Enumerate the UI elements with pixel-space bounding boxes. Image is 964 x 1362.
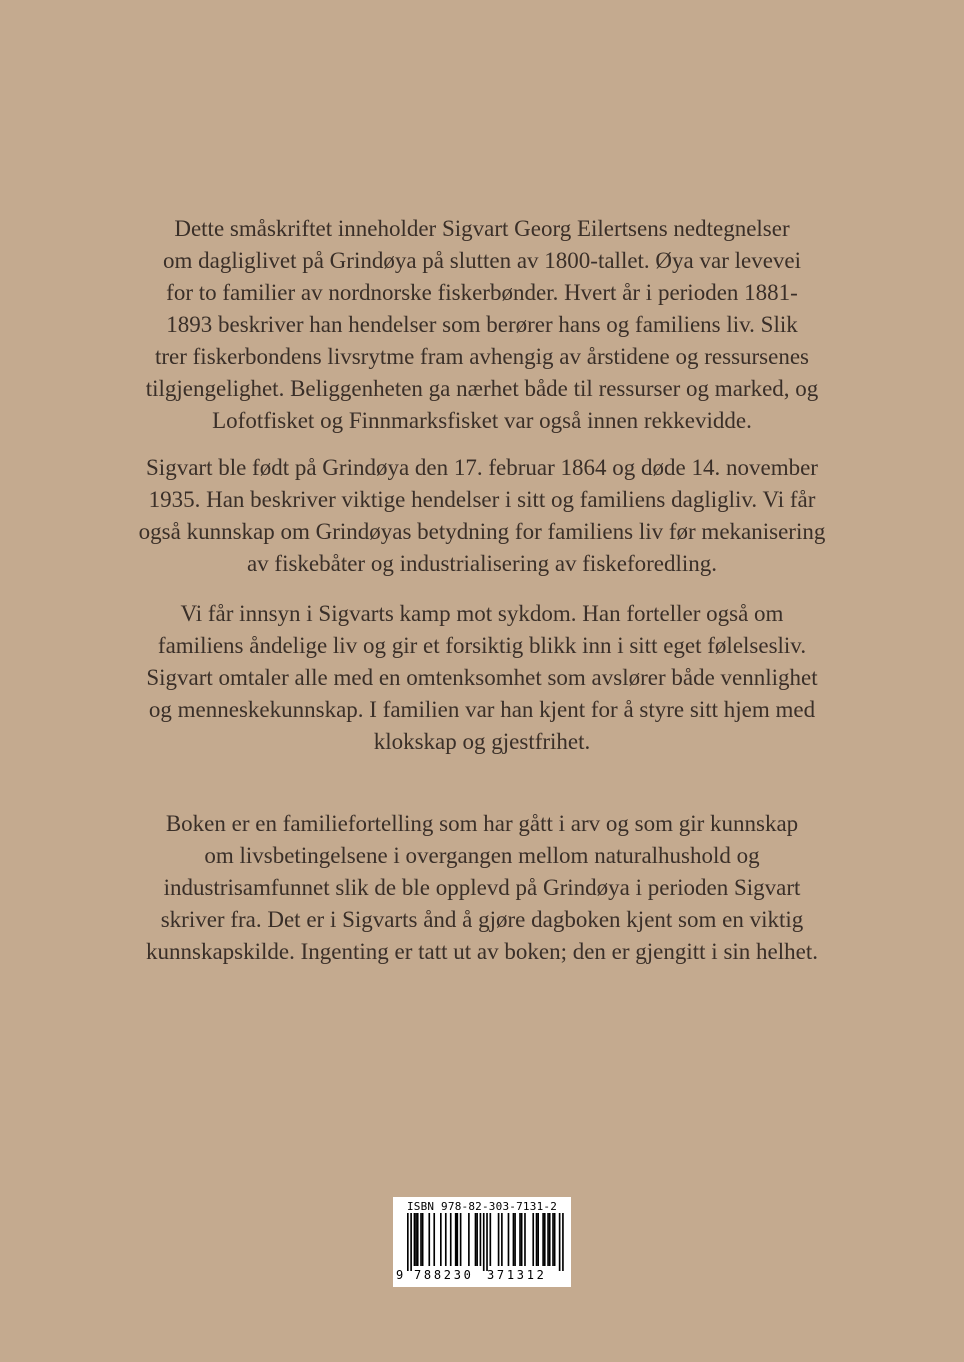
barcode-bar bbox=[457, 1213, 459, 1266]
barcode-digits-left: 788230 bbox=[414, 1268, 474, 1282]
isbn-label: ISBN 978-82-303-7131-2 bbox=[406, 1200, 558, 1213]
barcode-bar bbox=[420, 1213, 422, 1266]
barcode-bar bbox=[537, 1213, 539, 1266]
blurb-paragraph-3 bbox=[60, 598, 904, 758]
barcode-bar bbox=[513, 1213, 515, 1266]
barcode-guard-bar bbox=[559, 1213, 561, 1271]
isbn-barcode bbox=[393, 1197, 571, 1287]
barcode-bar bbox=[440, 1213, 442, 1266]
barcode-bar bbox=[524, 1213, 526, 1266]
blurb-line: Dette småskriftet inneholder Sigvart Georg Eilertsens nedtegnelser bbox=[174, 216, 790, 241]
blurb-line: 1935. Han beskriver viktige hendelser i sitt og familiens dagligliv. Vi får bbox=[148, 487, 816, 512]
blurb-line: klokskap og gjestfrihet. bbox=[373, 729, 591, 754]
blurb-line: av fiskebåter og industrialisering av fiskeforedling. bbox=[246, 551, 718, 576]
barcode-bar bbox=[501, 1213, 503, 1266]
blurb-line: 1893 beskriver han hendelser som berører hans og familiens liv. Slik bbox=[166, 312, 798, 337]
barcode-guard-bar bbox=[562, 1213, 564, 1271]
barcode-bar bbox=[490, 1213, 492, 1266]
barcode-bar bbox=[445, 1213, 447, 1266]
blurb-line: om livsbetingelsene i overgangen mellom naturalhushold og bbox=[204, 843, 760, 868]
blurb-line: kunnskapskilde. Ingenting er tatt ut av boken; den er gjengitt i sin helhet. bbox=[146, 939, 818, 964]
barcode-bar bbox=[532, 1213, 534, 1266]
barcode-digits-right: 371312 bbox=[487, 1268, 547, 1282]
barcode-guard-bar bbox=[486, 1213, 488, 1271]
barcode-bar bbox=[547, 1213, 549, 1266]
barcode-bar bbox=[414, 1213, 416, 1266]
barcode-bar bbox=[475, 1213, 477, 1266]
barcode-bar bbox=[428, 1213, 430, 1266]
barcode-bar bbox=[508, 1213, 510, 1266]
barcode-bar bbox=[433, 1213, 435, 1266]
barcode-bar bbox=[542, 1213, 544, 1266]
barcode-bar bbox=[455, 1213, 457, 1266]
barcode-bar bbox=[417, 1213, 419, 1266]
barcode-bar bbox=[422, 1213, 424, 1266]
barcode-bar bbox=[549, 1213, 551, 1266]
blurb-line: Sigvart omtaler alle med en omtenksomhet som avslører både vennlighet bbox=[146, 665, 818, 690]
blurb-line: også kunnskap om Grindøyas betydning for familiens liv før mekanisering bbox=[138, 519, 826, 544]
barcode-guard-bar bbox=[410, 1213, 412, 1271]
barcode-bar bbox=[521, 1213, 523, 1266]
blurb-line: Lofotfisket og Finnmarksfisket var også innen rekkevidde. bbox=[212, 408, 752, 433]
barcode-bar bbox=[498, 1213, 500, 1266]
blurb-line: industrisamfunnet slik de ble opplevd på Grindøya i perioden Sigvart bbox=[163, 875, 801, 900]
barcode-bar bbox=[554, 1213, 556, 1266]
blurb-line: familiens åndelige liv og gir et forsiktig blikk inn i sitt eget følelsesliv. bbox=[157, 633, 807, 658]
barcode-bar bbox=[514, 1213, 516, 1266]
barcode-bar bbox=[468, 1213, 470, 1266]
blurb-line: og menneskekunnskap. I familien var han kjent for å styre sitt hjem med bbox=[148, 697, 816, 722]
barcode-guard-bar bbox=[407, 1213, 409, 1271]
barcode-bar bbox=[552, 1213, 554, 1266]
blurb-line: for to familier av nordnorske fiskerbønder. Hvert år i perioden 1881- bbox=[166, 280, 798, 305]
barcode-bar bbox=[536, 1213, 538, 1266]
barcode-bars bbox=[393, 1213, 571, 1271]
barcode-bar bbox=[519, 1213, 521, 1266]
barcode-bar bbox=[544, 1213, 546, 1266]
barcode-bar bbox=[480, 1213, 482, 1266]
blurb-paragraph-1 bbox=[60, 213, 904, 437]
barcode-bar bbox=[450, 1213, 452, 1266]
blurb-line: tilgjengelighet. Beliggenheten ga nærhet både til ressurser og marked, og bbox=[145, 376, 819, 401]
blurb-paragraph-2 bbox=[60, 452, 904, 580]
blurb-line: Vi får innsyn i Sigvarts kamp mot sykdom. Han forteller også om bbox=[180, 601, 784, 626]
blurb-paragraph-4 bbox=[60, 808, 904, 968]
barcode-bar bbox=[415, 1213, 417, 1266]
barcode-bar bbox=[460, 1213, 462, 1266]
blurb-line: Sigvart ble født på Grindøya den 17. februar 1864 og døde 14. november bbox=[146, 455, 818, 480]
blurb-line: trer fiskerbondens livsrytme fram avhengig av årstidene og ressursenes bbox=[154, 344, 810, 369]
blurb-line: Boken er en familiefortelling som har gått i arv og som gir kunnskap bbox=[165, 811, 799, 836]
barcode-guard-bar bbox=[483, 1213, 485, 1271]
blurb-line: skriver fra. Det er i Sigvarts ånd å gjøre dagboken kjent som en viktig bbox=[160, 907, 804, 932]
barcode-bar bbox=[476, 1213, 478, 1266]
barcode-digit-lead: 9 bbox=[396, 1268, 404, 1282]
blurb-line: om dagliglivet på Grindøya på slutten av 1800-tallet. Øya var levevei bbox=[162, 248, 802, 273]
